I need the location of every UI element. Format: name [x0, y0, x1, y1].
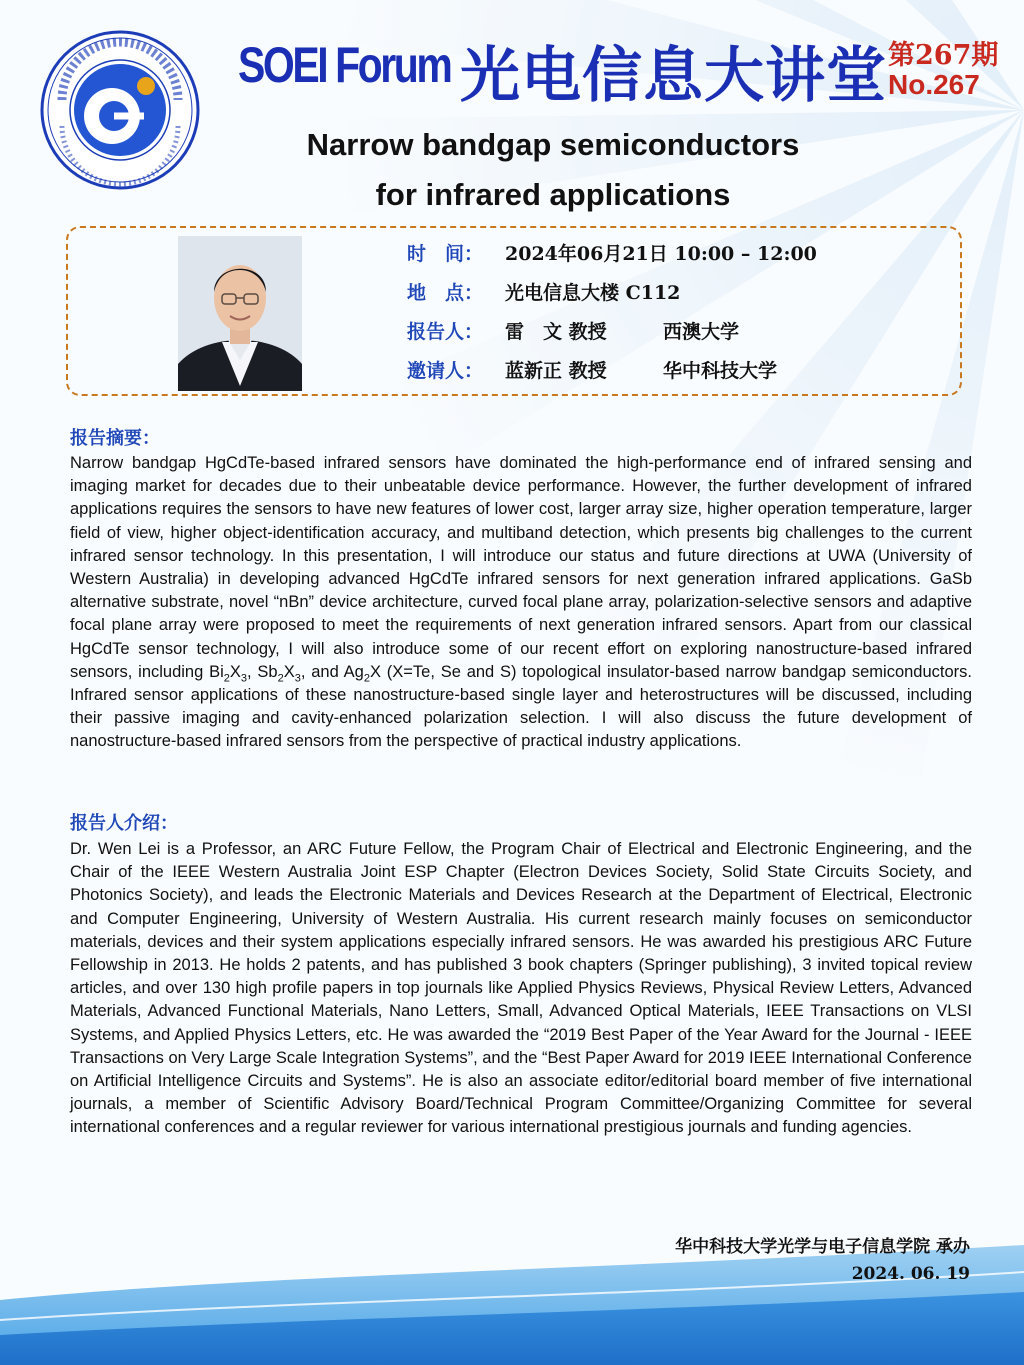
formula-x: X — [229, 662, 241, 681]
speaker-name: 雷 文 教授 — [505, 321, 607, 343]
host-affiliation: 华中科技大学 — [663, 360, 778, 382]
bio-text: Dr. Wen Lei is a Professor, an ARC Future Fellow, the Program Chair of Electrical and Electronic Engineering, and the Chair of the IEEE Western Australia Joint ESP Chapter (Electron Devices Society, Solid State Circuits Society, and Photonics Society), and leads the Electronic Materials and Devices Research at the Department of Electrical, Electronic and Computer Engineering, University of Western Australia. His current research mainly focuses on semiconductor materials, devices and their system applications especially infrared sensors. He was awarded his prestigious ARC Future Fellowship in 2013. He holds 2 patents, and has published 3 book chapters (Springer publishing), 3 invited topical review articles, and over 130 high profile papers in top journals like Applied Physics Reviews, Physical Review Letters, Advanced Materials, Advanced Functional Materials, Nano Letters, Small, Advanced Optical Materials, IEEE Transactions on VLSI Systems, and Applied Physics Letters, etc. He was awarded the “2019 Best Paper of the Year Award for the Journal - IEEE Transactions on Very Large Scale Integration Systems”, and the “Best Paper Award for 2019 IEEE International Conference on Artificial Intelligence Circuits and Systems”. He is also an associate editor/editorial board member of five international journals, a member of Scientific Advisory Board/Technical Program Committee/Organizing Committee for several international conferences and a regular reviewer for various international prestigious journals and funding agencies. — [70, 840, 972, 1137]
time-value: 2024年06月21日 10:00 – 12:00 — [505, 243, 817, 265]
speaker-affiliation: 西澳大学 — [663, 321, 740, 343]
subscript: 3 — [240, 672, 248, 685]
time-label: 时 间： — [407, 243, 484, 265]
talk-title-line-2: for infrared applications — [375, 177, 731, 212]
formula-ag: Ag — [343, 662, 364, 681]
subscript: 2 — [277, 672, 284, 685]
talk-title — [0, 120, 1024, 220]
place-value: 光电信息大楼 C112 — [505, 282, 681, 304]
formula-x: X — [283, 662, 295, 681]
speaker-photo — [178, 236, 302, 391]
abstract-text-part-2: (X=Te, Se and S) topological insulator-based narrow bandgap semiconductors. Infrared sensor applications of these nanostructure-based single layer and heterostructures will be discussed, including their passive imaging and cavity-enhanced polarization selection. I will also discuss the future development of nanostructure-based infrared sensors from the perspective of practical industry applications. — [70, 662, 972, 751]
subscript: 2 — [223, 672, 230, 685]
forum-title-en: SOEI Forum — [238, 37, 451, 93]
abstract-heading: 报告摘要： — [70, 428, 160, 449]
bio-heading: 报告人介绍： — [70, 813, 178, 834]
host-name: 蓝新正 教授 — [505, 360, 607, 382]
place-label: 地 点： — [407, 282, 484, 304]
issue-number — [888, 42, 998, 100]
abstract-text — [70, 452, 972, 754]
separator: , and — [300, 662, 344, 681]
talk-title-line-1: Narrow bandgap semiconductors — [306, 127, 800, 162]
formula-x: X — [369, 662, 381, 681]
host-label: 邀请人： — [407, 360, 484, 382]
abstract-text-part-1: Narrow bandgap HgCdTe-based infrared sensors have dominated the high-performance end of infrared sensing and imaging market for decades due to their unbeatable device performance. However, the further development of infrared applications requires the sensors to have new features of lower cost, larger array size, higher operation temperature, larger field of view, higher object-identification accuracy, and multiband detection, which presents big challenges to the current infrared sensor technology. In this presentation, I will introduce our status and future directions at UWA (University of Western Australia) in developing advanced HgCdTe infrared sensors for next generation infrared applications. GaSb alternative substrate, novel “nBn” device architecture, curved focal plane array, polarization-selective sensors and adaptive focal plane array were proposed to meet the requirements of next generation infrared sensors. Apart from our classical HgCdTe sensor technology, I will also introduce some of our recent effort on exploring nanostructure-based infrared sensors, including — [70, 454, 972, 681]
speaker-portrait-icon — [178, 236, 302, 391]
issue-number-en: No.267 — [888, 69, 980, 101]
subscript: 3 — [294, 672, 301, 685]
formula-bi: Bi — [209, 662, 224, 681]
formula-sb: Sb — [257, 662, 278, 681]
separator: , — [247, 662, 258, 681]
subscript: 2 — [363, 672, 370, 685]
organizer-text: 华中科技大学光学与电子信息学院 承办 — [675, 1237, 970, 1257]
forum-title-cn: 光电信息大讲堂 — [460, 41, 887, 111]
issue-number-cn: 第267期 — [888, 40, 999, 71]
forum-title — [238, 36, 887, 116]
speaker-label: 报告人： — [407, 321, 484, 343]
publish-date: 2024. 06. 19 — [851, 1264, 970, 1284]
